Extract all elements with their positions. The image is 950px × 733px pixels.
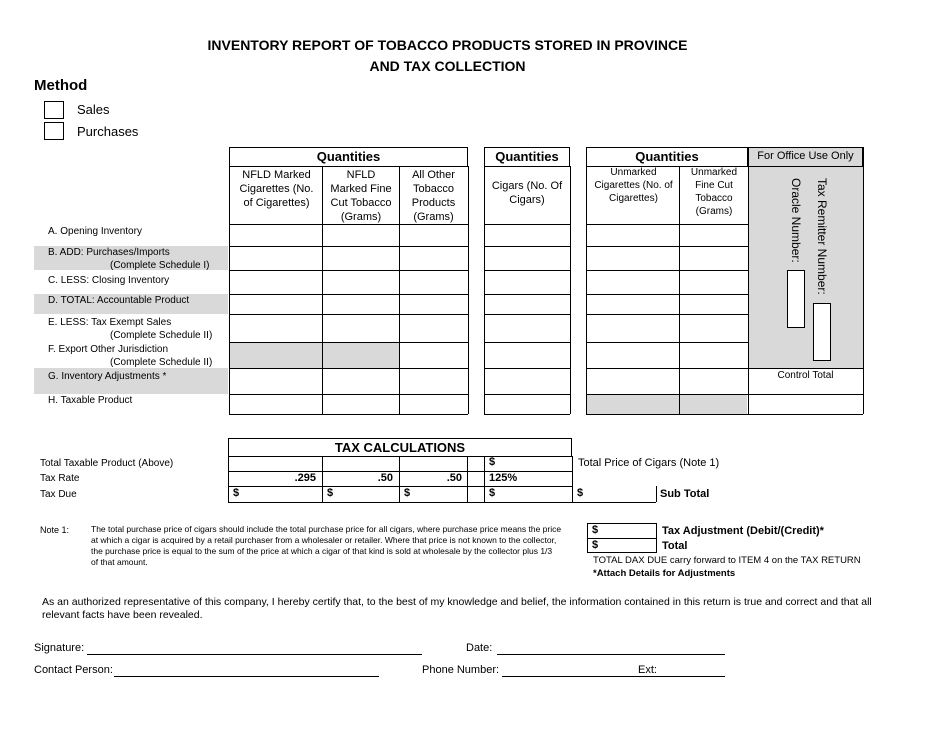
grid-hline — [229, 246, 468, 247]
note1-line-1: The total purchase price of cigars should include the total purchase price for all cigars, where purchase price means the price — [91, 524, 562, 534]
signature-label: Signature: — [34, 642, 85, 654]
row-g-label: G. Inventory Adjustments * — [48, 371, 167, 382]
quantities-header-3: Quantities — [586, 147, 748, 166]
purchases-checkbox[interactable] — [44, 122, 64, 140]
row-b-label: B. ADD: Purchases/Imports — [48, 247, 170, 258]
grid-hline — [586, 394, 748, 395]
sub-total-label: Sub Total — [660, 488, 710, 500]
row-d-label: D. TOTAL: Accountable Product — [48, 295, 190, 306]
oracle-number-field[interactable] — [787, 270, 805, 328]
grid-hline — [586, 246, 748, 247]
tax-grid-vline — [467, 456, 468, 502]
cigar-price-label: Total Price of Cigars (Note 1) — [578, 457, 720, 469]
rate-nfld-cigarettes: .295 — [294, 472, 316, 484]
grid-hline — [229, 166, 468, 167]
grid-hline — [484, 270, 570, 271]
grid-hline — [586, 368, 748, 369]
form-title-line1: INVENTORY REPORT OF TOBACCO PRODUCTS STORED IN PROVINCE — [207, 37, 688, 53]
grid-vline — [468, 166, 469, 414]
note1-line-3: the purchase price is equal to the sum of the price at which a cigar of that kind is sold at wholesale by the collector plus 1/3 — [91, 546, 553, 556]
cigar-price-dollar: $ — [489, 456, 496, 468]
tax-grid-hline — [228, 486, 572, 487]
grid-hline — [586, 342, 748, 343]
total-dollar: $ — [592, 539, 599, 551]
row-f-label: F. Export Other Jurisdiction — [48, 344, 169, 355]
col-nfld-cigarettes — [231, 168, 322, 210]
carry-forward-text: TOTAL DAX DUE carry forward to ITEM 4 on the TAX RETURN — [593, 555, 861, 566]
tax-grid-vline — [399, 456, 400, 502]
col-cigars — [486, 179, 568, 207]
grid-hline — [586, 224, 748, 225]
attach-details-text: *Attach Details for Adjustments — [593, 568, 736, 579]
tax-remitter-field[interactable] — [813, 303, 831, 361]
grid-hline — [484, 394, 570, 395]
method-label: Method — [34, 77, 88, 94]
taxdue-cigars-dollar: $ — [489, 487, 496, 499]
grid-hline — [484, 414, 570, 415]
grid-vline — [570, 166, 571, 414]
purchases-label: Purchases — [77, 124, 139, 139]
grid-hline — [586, 270, 748, 271]
grid-hline — [484, 166, 570, 167]
sales-label: Sales — [77, 102, 110, 117]
taxdue-nfld-fine-dollar: $ — [327, 487, 334, 499]
contact-line[interactable] — [114, 676, 379, 677]
col-nfld-fine-cut — [323, 168, 399, 224]
tax-adjustment-label: Tax Adjustment (Debit/(Credit)* — [662, 525, 824, 537]
certification-line1: As an authorized representative of this company, I hereby certify that, to the best of my knowledge and belief, the information contained in this return is true and correct and that all — [42, 596, 872, 608]
grid-vline — [748, 166, 749, 414]
grid-vline — [863, 147, 864, 414]
grid-hline — [748, 394, 863, 395]
certification-line2: relevant facts have been revealed. — [42, 609, 203, 621]
phone-line[interactable] — [502, 676, 725, 677]
sales-checkbox[interactable] — [44, 101, 64, 119]
note1-text — [91, 524, 586, 568]
form-title-line2: AND TAX COLLECTION — [369, 58, 526, 74]
col-other-tobacco-text: All Other Tobacco Products (Grams) — [411, 169, 456, 223]
grid-vline — [399, 166, 400, 414]
grid-hline — [748, 166, 863, 167]
date-label: Date: — [466, 642, 493, 654]
grid-hline — [484, 314, 570, 315]
tax-due-label: Tax Due — [40, 489, 77, 500]
tax-grid-hline — [228, 456, 572, 457]
grid-vline — [679, 166, 680, 414]
subtotal-dollar: $ — [577, 487, 584, 499]
grid-hline — [229, 342, 468, 343]
quantities-header-2: Quantities — [484, 147, 570, 166]
tax-grid-vline — [484, 456, 485, 502]
total-taxable-label: Total Taxable Product (Above) — [40, 458, 174, 469]
rate-cigars: 125% — [489, 472, 518, 484]
row-f-sublabel: (Complete Schedule II) — [110, 357, 213, 368]
note1-line-2: at which a cigar is acquired by a retail purchaser from a wholesaler or retailer. Where that price is not known to the collector, — [91, 535, 557, 545]
col-nfld-cigarettes-text: NFLD Marked Cigarettes (No. of Cigarettes) — [239, 169, 314, 209]
grid-hline — [748, 368, 863, 369]
tax-remitter-label: Tax Remitter Number: — [815, 178, 829, 295]
note1-line-4: of that amount. — [91, 557, 148, 567]
grid-vline — [229, 166, 230, 414]
grid-hline — [484, 246, 570, 247]
grid-hline — [748, 414, 863, 415]
tax-grid-vline — [572, 456, 573, 502]
grid-hline — [229, 294, 468, 295]
tax-calc-header: TAX CALCULATIONS — [228, 438, 572, 456]
row-c-label: C. LESS: Closing Inventory — [48, 275, 170, 286]
grid-hline — [586, 166, 748, 167]
row-h-label: H. Taxable Product — [48, 395, 133, 406]
note1-label: Note 1: — [40, 525, 70, 535]
grid-hline — [484, 224, 570, 225]
office-use-header: For Office Use Only — [748, 147, 863, 166]
office-use-shade — [748, 147, 863, 368]
grid-hline — [229, 368, 468, 369]
grid-vline — [586, 166, 587, 414]
adjustment-dollar: $ — [592, 524, 599, 536]
tax-grid-vline — [322, 456, 323, 502]
grid-vline — [484, 166, 485, 414]
taxdue-nfld-cigarettes-dollar: $ — [233, 487, 240, 499]
total-label: Total — [662, 540, 688, 552]
grid-hline — [229, 414, 468, 415]
col-cigars-text: Cigars (No. Of Cigars) — [491, 180, 563, 206]
grid-vline — [322, 166, 323, 414]
grid-hline — [229, 224, 468, 225]
ext-label: Ext: — [638, 664, 657, 676]
rate-other-tobacco: .50 — [446, 472, 462, 484]
col-unmarked-fine-cut: Unmarked Fine Cut Tobacco (Grams) — [690, 167, 738, 217]
grid-hline — [586, 294, 748, 295]
row-a-label: A. Opening Inventory — [48, 226, 142, 237]
rate-nfld-fine-cut: .50 — [377, 472, 393, 484]
taxdue-other-dollar: $ — [404, 487, 411, 499]
row-e-label: E. LESS: Tax Exempt Sales — [48, 317, 172, 328]
row-b-sublabel: (Complete Schedule I) — [110, 260, 210, 271]
tax-grid-vline — [228, 456, 229, 502]
tax-rate-label: Tax Rate — [40, 473, 80, 484]
grid-hline — [229, 314, 468, 315]
row-f-nfld-shade — [230, 342, 399, 368]
quantities-header-1: Quantities — [229, 147, 468, 166]
phone-label: Phone Number: — [422, 664, 500, 676]
control-total-label: Control Total — [777, 370, 834, 381]
oracle-number-label: Oracle Number: — [789, 178, 803, 263]
col-nfld-fine-cut-text: NFLD Marked Fine Cut Tobacco (Grams) — [330, 169, 392, 223]
tax-grid-hline — [228, 502, 656, 503]
tax-grid-vline — [656, 486, 657, 502]
grid-hline — [484, 294, 570, 295]
col-unmarked-cigarettes: Unmarked Cigarettes (No. of Cigarettes) — [594, 167, 673, 204]
grid-hline — [484, 342, 570, 343]
row-h-unmarked-shade — [587, 394, 747, 414]
contact-label: Contact Person: — [34, 664, 113, 676]
grid-hline — [586, 414, 748, 415]
grid-hline — [229, 394, 468, 395]
grid-hline — [586, 314, 748, 315]
col-other-tobacco — [400, 168, 467, 224]
grid-hline — [229, 270, 468, 271]
signature-line[interactable] — [87, 654, 422, 655]
row-e-sublabel: (Complete Schedule II) — [110, 330, 213, 341]
grid-hline — [484, 368, 570, 369]
date-line[interactable] — [497, 654, 725, 655]
